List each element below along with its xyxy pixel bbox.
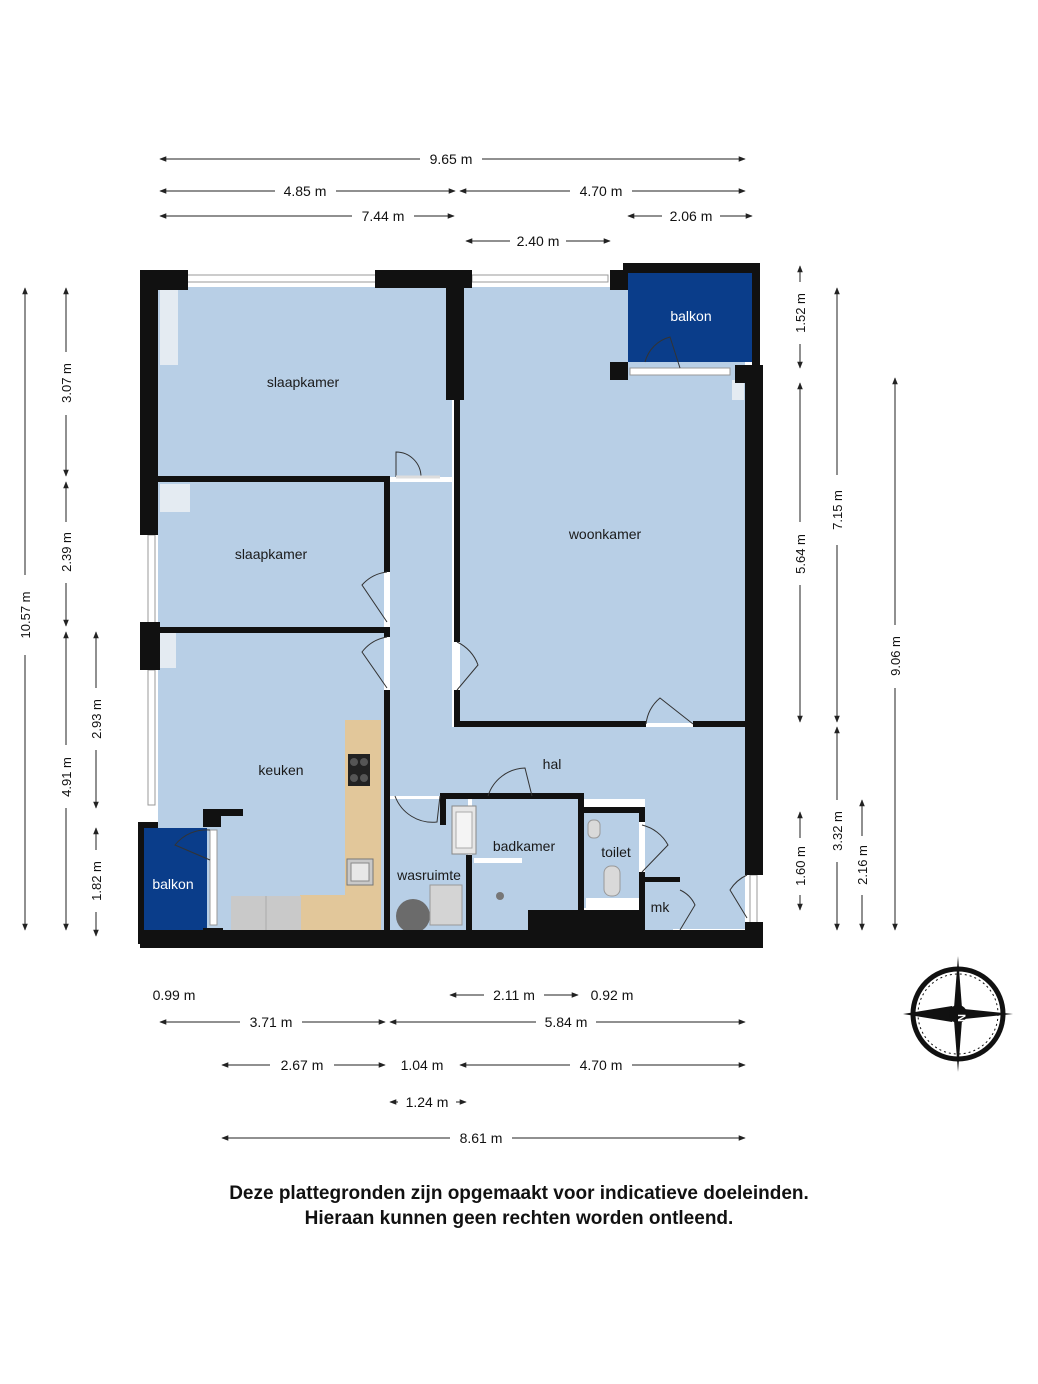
dimension-label: 5.84 m <box>544 1014 588 1030</box>
dimension-label: 2.40 m <box>516 233 560 249</box>
dimension-label: 4.70 m <box>579 1057 623 1073</box>
cooktop-burner <box>350 758 358 766</box>
bathtub-inner <box>456 812 472 848</box>
wall <box>693 721 745 727</box>
wall <box>578 793 584 930</box>
disclaimer-line-2: Hieraan kunnen geen rechten worden ontleend. <box>304 1208 734 1229</box>
compass-north-label: N <box>955 1014 967 1022</box>
wall <box>158 476 390 482</box>
wall <box>446 270 464 400</box>
room-label-balkon-2: balkon <box>152 876 194 892</box>
compass-rose <box>903 956 1013 1072</box>
wall <box>384 627 390 637</box>
toilet-sink <box>588 820 600 838</box>
dimension-label: 7.15 m <box>830 490 845 530</box>
room-label-toilet: toilet <box>601 844 631 860</box>
dimension-label: 3.32 m <box>830 811 845 851</box>
toilet-bench <box>586 898 639 908</box>
room-label-balkon-1: balkon <box>670 308 712 324</box>
column-patch <box>160 290 178 365</box>
wall <box>610 270 628 290</box>
wall <box>140 270 158 535</box>
wall <box>745 375 763 875</box>
cooktop-burner <box>350 774 358 782</box>
shower-drain <box>496 892 504 900</box>
cooktop-burner <box>360 758 368 766</box>
wall <box>645 877 680 882</box>
dimension-label: 1.04 m <box>400 1057 444 1073</box>
wall <box>735 365 763 383</box>
wall <box>752 263 760 366</box>
dimension-label: 4.85 m <box>283 183 327 199</box>
wall <box>140 622 160 670</box>
dimension-label: 5.64 m <box>793 534 808 574</box>
disclaimer <box>0 1181 1038 1231</box>
dimension-label: 0.99 m <box>152 987 196 1003</box>
washing-machine <box>396 899 430 933</box>
window <box>210 830 217 925</box>
dimension-label: 1.82 m <box>89 861 104 901</box>
dryer <box>430 885 462 925</box>
wall <box>578 807 640 813</box>
dimension-label: 4.70 m <box>579 183 623 199</box>
column-patch <box>160 633 176 668</box>
room-label-hal: hal <box>542 756 562 772</box>
dimension-label: 2.93 m <box>89 699 104 739</box>
kitchen-sink-basin <box>351 863 369 881</box>
wall <box>466 855 472 930</box>
disclaimer-line-1: Deze plattegronden zijn opgemaakt voor indicatieve doeleinden. <box>229 1183 809 1204</box>
wall <box>745 922 763 948</box>
wall <box>454 400 460 477</box>
window <box>148 535 155 623</box>
wall <box>203 928 223 946</box>
wall <box>138 822 144 944</box>
room-label-slaapkamer-1: slaapkamer <box>266 374 340 390</box>
dimension-label: 8.61 m <box>459 1130 503 1146</box>
hal-floor-2 <box>452 727 745 799</box>
wall <box>454 721 646 727</box>
window <box>750 875 757 923</box>
dimension-label: 7.44 m <box>361 208 405 224</box>
dimension-label: 3.71 m <box>249 1014 293 1030</box>
wall <box>384 476 390 572</box>
wall <box>203 809 221 827</box>
dimension-label: 9.06 m <box>888 636 903 676</box>
wall <box>158 627 390 633</box>
column-patch <box>160 484 190 512</box>
window <box>148 670 155 805</box>
cooktop-burner <box>360 774 368 782</box>
wall <box>610 362 628 380</box>
hal-floor-1 <box>390 482 452 796</box>
room-label-keuken: keuken <box>258 762 304 778</box>
dimension-label: 1.60 m <box>793 846 808 886</box>
wall <box>639 807 645 822</box>
wall <box>528 910 640 932</box>
dimension-label: 2.39 m <box>59 532 74 572</box>
dimension-label: 2.11 m <box>493 987 535 1003</box>
room-label-mk: mk <box>650 899 670 915</box>
room-label-woonkamer: woonkamer <box>568 526 642 542</box>
dimension-label: 4.91 m <box>59 757 74 797</box>
dimension-label: 1.52 m <box>793 293 808 333</box>
wall <box>440 793 446 825</box>
dimension-label: 10.57 m <box>18 591 33 639</box>
window <box>472 275 608 282</box>
dimension-label: 9.65 m <box>429 151 473 167</box>
wall <box>454 477 460 642</box>
room-label-badkamer: badkamer <box>492 838 556 854</box>
wall <box>138 822 158 828</box>
wall <box>440 793 580 799</box>
dimension-label: 1.24 m <box>405 1094 449 1110</box>
dimension-label: 0.92 m <box>590 987 634 1003</box>
wall <box>140 930 763 948</box>
toilet-bowl <box>604 866 620 896</box>
window <box>186 275 376 282</box>
dimension-label: 2.16 m <box>855 845 870 885</box>
dimension-label: 3.07 m <box>59 363 74 403</box>
kitchen-counter-lower <box>300 895 381 930</box>
room-label-wasruimte: wasruimte <box>397 867 461 883</box>
dimension-label: 2.67 m <box>280 1057 324 1073</box>
shower-strip <box>474 858 522 863</box>
room-label-slaapkamer-2: slaapkamer <box>234 546 308 562</box>
dimension-label: 2.06 m <box>669 208 713 224</box>
wall <box>623 263 759 273</box>
wall <box>384 690 390 930</box>
cooktop <box>348 754 370 786</box>
window <box>630 368 730 375</box>
